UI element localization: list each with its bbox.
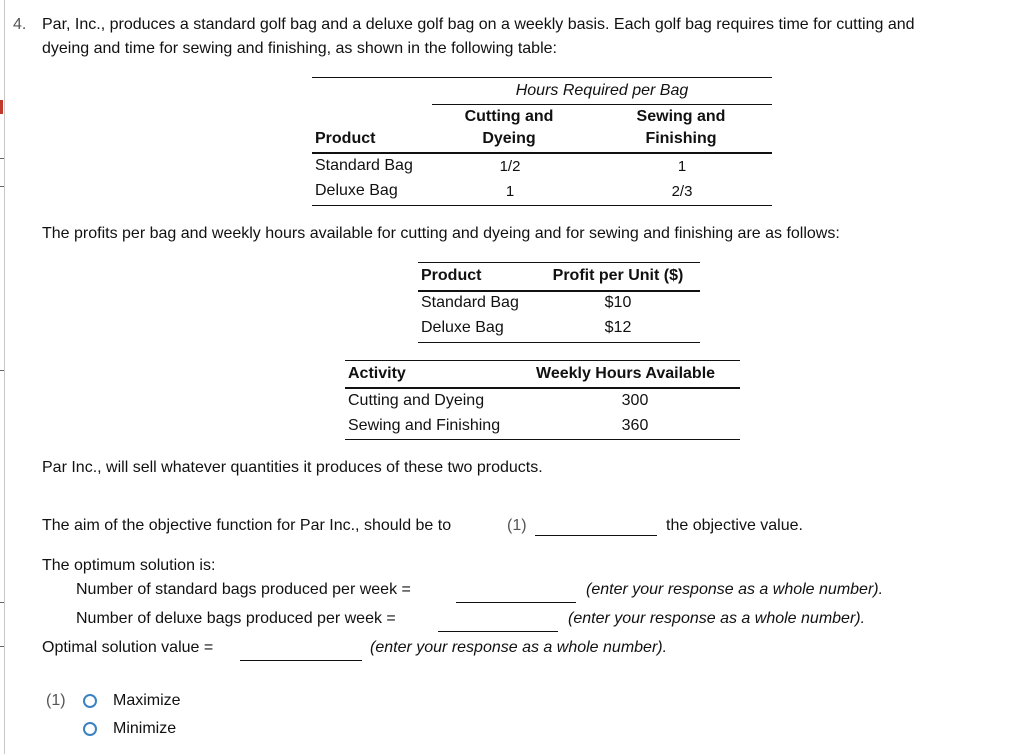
deluxe-bags-input[interactable] (438, 631, 558, 632)
hours-group-header: Hours Required per Bag (515, 82, 689, 99)
question-number: 4. (13, 16, 27, 33)
row-profit: $10 (604, 294, 632, 311)
standard-bags-input[interactable] (456, 602, 576, 603)
value-hint: (enter your response as a whole number). (370, 639, 668, 656)
margin-tick (0, 370, 4, 371)
objective-suffix: the objective value. (666, 517, 803, 534)
minimize-label[interactable]: Minimize (113, 720, 177, 737)
col-activity-header: Activity (348, 365, 406, 382)
left-divider (4, 0, 5, 754)
col-sewing-line1: Sewing and (636, 108, 726, 125)
profits-text: The profits per bag and weekly hours available for cutting and dyeing and for sewing and finishing are as follows: (42, 225, 840, 242)
table-rule (312, 205, 772, 206)
standard-hint: (enter your response as a whole number). (586, 581, 884, 598)
minimize-radio[interactable] (83, 722, 97, 736)
objective-dropdown-blank[interactable] (535, 535, 657, 536)
margin-marker (0, 100, 3, 114)
table-rule (345, 360, 740, 361)
col-cutting-line1: Cutting and (464, 108, 554, 125)
row-activity: Cutting and Dyeing (348, 392, 485, 409)
margin-tick (0, 158, 4, 159)
table-rule (418, 342, 700, 343)
col-sewing-line2: Finishing (645, 130, 717, 147)
row-sewing: 1 (677, 158, 687, 175)
table-rule (418, 262, 700, 263)
sell-text: Par Inc., will sell whatever quantities it produces of these two products. (42, 459, 543, 476)
table-rule (312, 77, 772, 78)
row-cutting: 1 (505, 183, 515, 200)
maximize-radio[interactable] (83, 694, 97, 708)
row-activity: Sewing and Finishing (348, 417, 501, 434)
row-sewing: 2/3 (671, 183, 693, 200)
optimum-heading: The optimum solution is: (42, 557, 216, 574)
row-product: Deluxe Bag (315, 182, 398, 199)
question-intro-line1: Par, Inc., produces a standard golf bag and a deluxe golf bag on a weekly basis. Each golf bag requires time for cutting and (42, 16, 915, 33)
margin-tick (0, 602, 4, 603)
col-product-header: Product (421, 267, 482, 284)
table-rule (345, 387, 740, 389)
table-rule (418, 290, 700, 292)
row-product: Standard Bag (421, 294, 519, 311)
value-label: Optimal solution value = (42, 639, 214, 656)
standard-label: Number of standard bags produced per week = (76, 581, 411, 598)
table-rule (432, 104, 772, 105)
margin-tick (0, 186, 4, 187)
row-profit: $12 (604, 319, 632, 336)
row-hours: 300 (621, 392, 649, 409)
objective-prefix: The aim of the objective function for Par Inc., should be to (42, 517, 452, 534)
row-product: Deluxe Bag (421, 319, 504, 336)
optimal-value-input[interactable] (240, 660, 362, 661)
question-intro-line2: dyeing and time for sewing and finishing, as shown in the following table: (42, 40, 557, 57)
deluxe-hint: (enter your response as a whole number). (568, 610, 866, 627)
row-cutting: 1/2 (499, 158, 521, 175)
col-cutting-line2: Dyeing (482, 130, 536, 147)
col-profit-header: Profit per Unit ($) (552, 267, 684, 284)
col-hours-header: Weekly Hours Available (536, 365, 716, 382)
row-product: Standard Bag (315, 157, 413, 174)
maximize-label[interactable]: Maximize (113, 692, 181, 709)
table-rule (345, 439, 740, 440)
col-product-header: Product (315, 130, 376, 147)
table-rule (312, 152, 772, 154)
row-hours: 360 (621, 417, 649, 434)
deluxe-label: Number of deluxe bags produced per week = (76, 610, 396, 627)
margin-tick (0, 646, 4, 647)
choices-marker: (1) (46, 692, 66, 709)
objective-marker: (1) (507, 517, 527, 534)
